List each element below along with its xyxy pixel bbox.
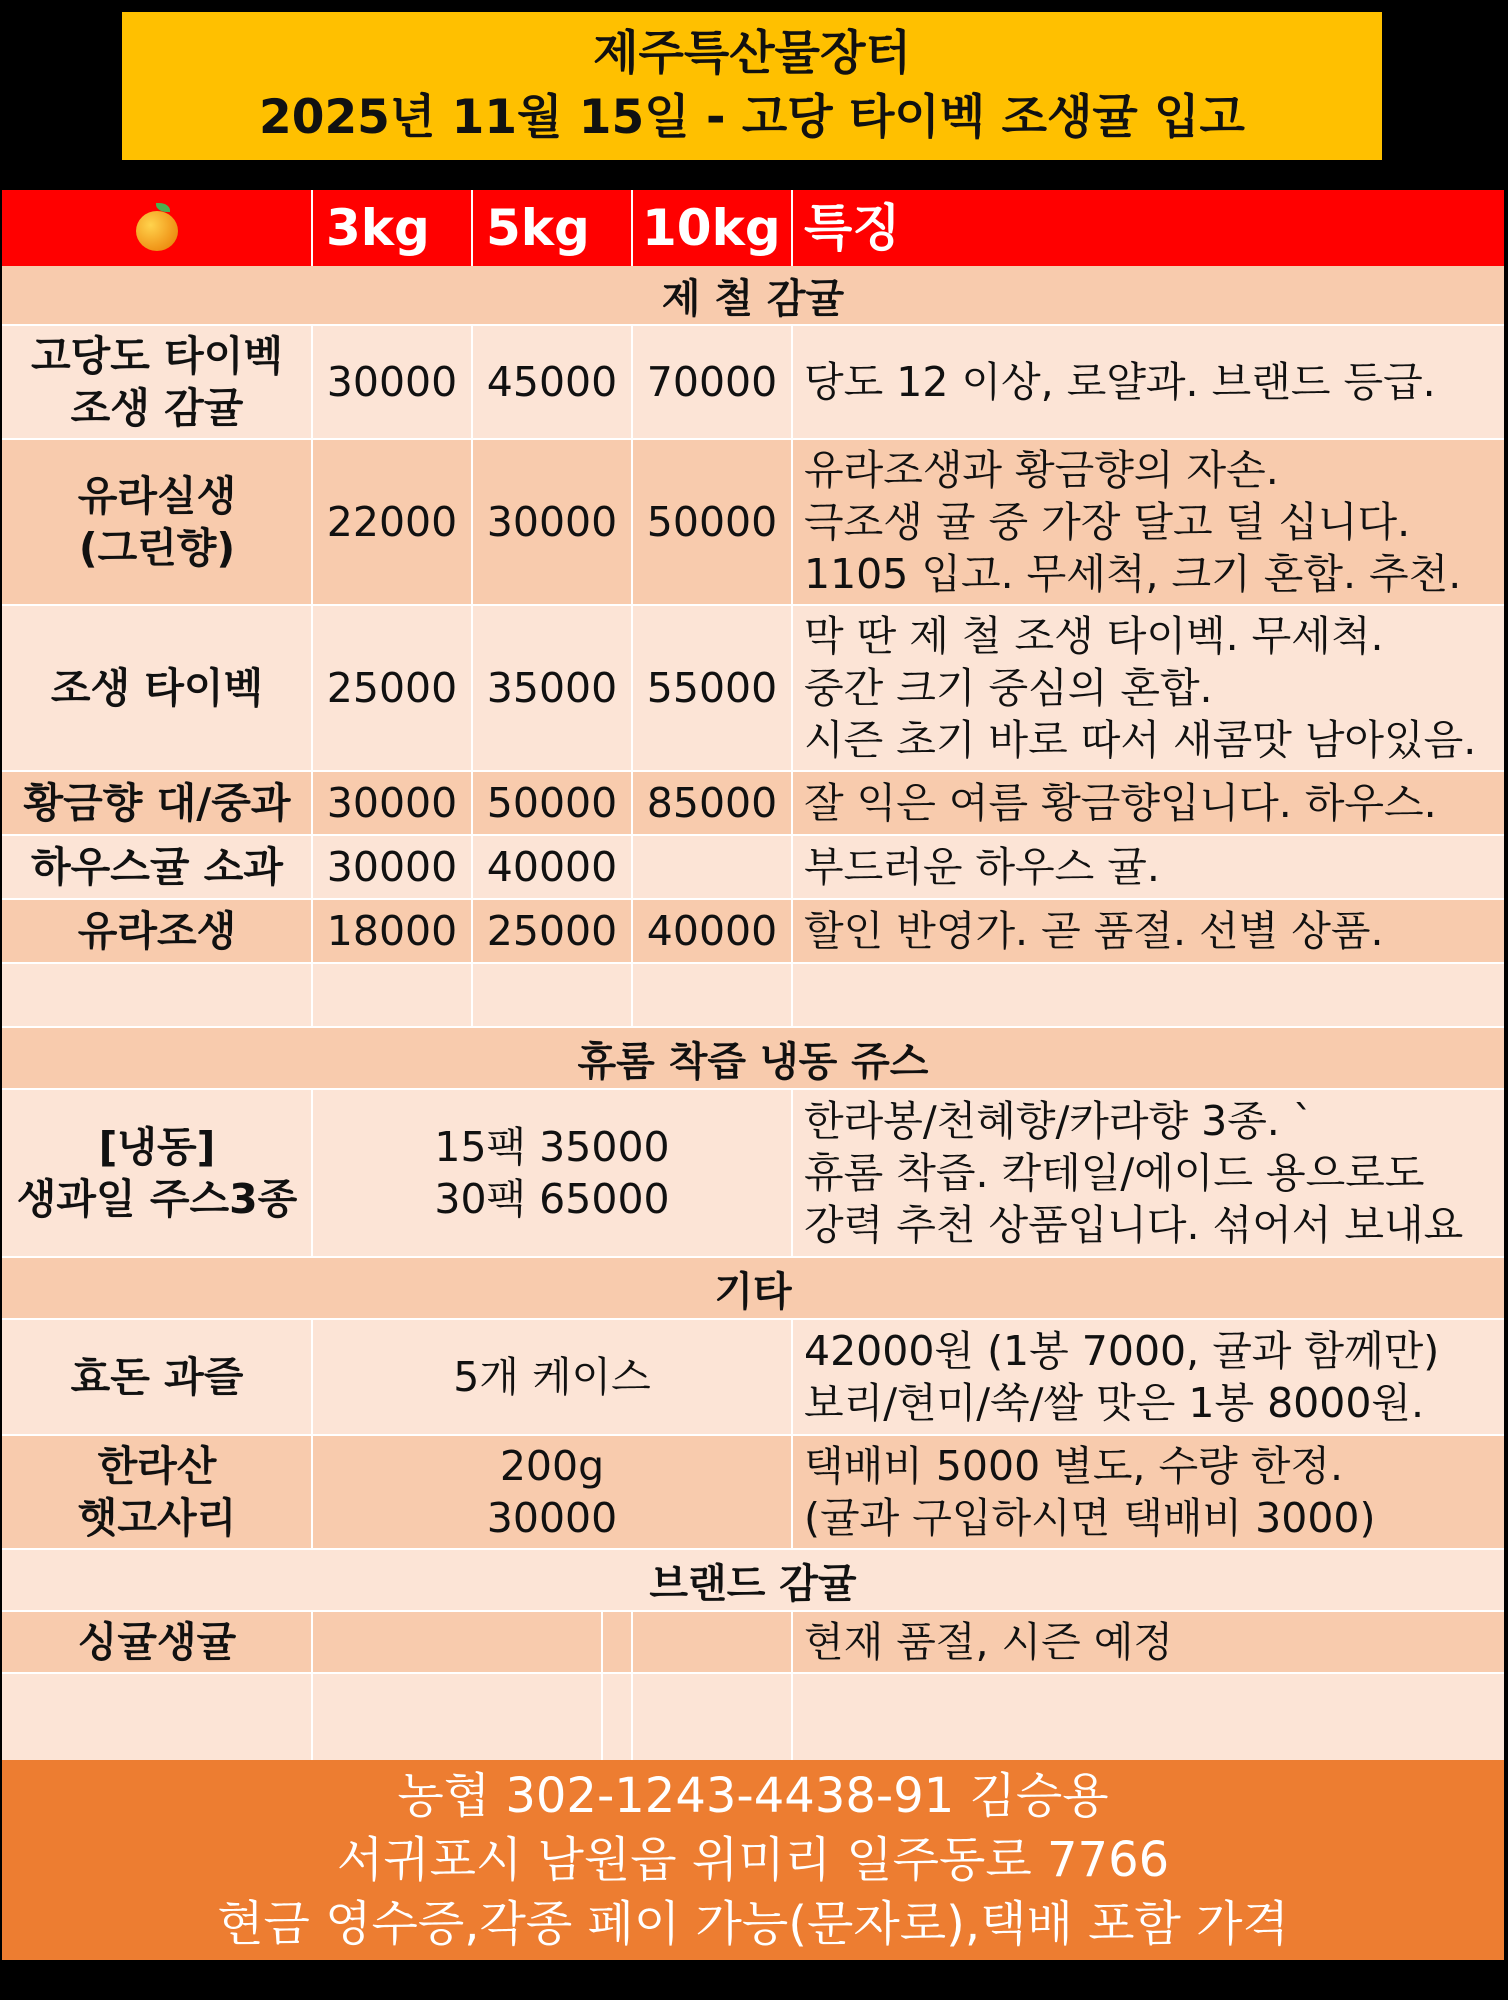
table-row	[2, 1320, 1504, 1434]
section-etc	[2, 1258, 1504, 1318]
price-10kg: 40000	[646, 907, 778, 955]
title-line-2: 2025년 11월 15일 - 고당 타이벡 조생귤 입고	[259, 90, 1245, 145]
price-10kg: 85000	[646, 779, 778, 827]
product-description: 현재 품절, 시즌 예정	[804, 1618, 1173, 1666]
section-title-etc: 기타	[714, 1268, 792, 1315]
table-row	[2, 606, 1504, 770]
product-name: 싱귤생귤	[77, 1618, 237, 1666]
product-name: 유라실생 (그린향)	[77, 472, 237, 572]
product-description: 막 딴 제 철 조생 타이벡. 무세척. 중간 크기 중심의 혼합. 시즌 초기 바로 따서 새콤맛 남아있음.	[804, 612, 1477, 764]
product-description: 부드러운 하우스 귤.	[804, 843, 1160, 891]
section-title-juice: 휴롬 착즙 냉동 쥬스	[577, 1038, 929, 1085]
product-name: 고당도 타이벡 조생 감귤	[31, 332, 283, 432]
table-row	[2, 1436, 1504, 1548]
price-10kg: 55000	[646, 664, 778, 712]
product-price: 200g 30000	[486, 1442, 618, 1542]
table-row	[2, 326, 1504, 438]
product-name: 조생 타이벡	[50, 664, 264, 712]
price-3kg: 25000	[326, 664, 458, 712]
price-5kg: 25000	[486, 907, 618, 955]
product-description: 유라조생과 황금향의 자손. 극조생 귤 중 가장 달고 덜 십니다. 1105 입고. 무세척, 크기 혼합. 추천.	[804, 446, 1462, 598]
table-row	[2, 836, 1504, 898]
section-seasonal	[2, 266, 1504, 324]
header-5kg: 5kg	[486, 199, 590, 257]
address: 서귀포시 남원읍 위미리 일주동로 7766	[336, 1832, 1170, 1888]
header-3kg: 3kg	[326, 199, 430, 257]
price-table	[2, 190, 1504, 1760]
table-row	[2, 772, 1504, 834]
title-banner	[122, 12, 1382, 160]
product-name: 효돈 과즐	[70, 1353, 244, 1401]
product-description: 잘 익은 여름 황금향입니다. 하우스.	[804, 779, 1437, 827]
product-description: 택배비 5000 별도, 수량 한정. (귤과 구입하시면 택배비 3000)	[804, 1442, 1376, 1542]
table-header	[2, 190, 1504, 266]
header-features: 특징	[804, 199, 901, 257]
price-5kg: 40000	[486, 843, 618, 891]
product-name: 황금향 대/중과	[23, 779, 291, 827]
price-3kg: 18000	[326, 907, 458, 955]
price-5kg: 35000	[486, 664, 618, 712]
product-description: 당도 12 이상, 로얄과. 브랜드 등급.	[804, 358, 1436, 406]
price-10kg	[632, 836, 792, 898]
table-row	[2, 1612, 1504, 1672]
empty-row	[2, 964, 1504, 1026]
product-description: 한라봉/천혜향/카라향 3종. ` 휴롬 착즙. 칵테일/에이드 용으로도 강력 추천 상품입니다. 섞어서 보내요	[804, 1097, 1464, 1249]
section-brand	[2, 1550, 1504, 1610]
table-row	[2, 440, 1504, 604]
section-title-brand: 브랜드 감귤	[649, 1560, 857, 1607]
product-name: [냉동] 생과일 주스3종	[16, 1123, 298, 1223]
product-description: 할인 반영가. 곧 품절. 선별 상품.	[804, 907, 1384, 955]
product-name: 한라산 햇고사리	[77, 1442, 237, 1542]
price-5kg: 30000	[486, 498, 618, 546]
product-description: 42000원 (1봉 7000, 귤과 함께만) 보리/현미/쑥/쌀 맛은 1봉 8000원.	[804, 1327, 1440, 1427]
table-row	[2, 1090, 1504, 1256]
empty-row	[2, 1674, 1504, 1760]
header-icon-cell	[2, 190, 312, 266]
payment-note: 현금 영수증,각종 페이 가능(문자로),택배 포함 가격	[217, 1896, 1289, 1952]
header-10kg: 10kg	[642, 199, 781, 257]
title-line-1: 제주특산물장터	[593, 26, 911, 81]
price-5kg: 50000	[486, 779, 618, 827]
price-3kg: 30000	[326, 843, 458, 891]
price-3kg: 30000	[326, 358, 458, 406]
price-10kg: 70000	[646, 358, 778, 406]
product-name: 유라조생	[77, 907, 237, 955]
price-3kg: 30000	[326, 779, 458, 827]
table-row	[2, 900, 1504, 962]
price-10kg: 50000	[646, 498, 778, 546]
product-name: 하우스귤 소과	[31, 843, 283, 891]
product-price: 5개 케이스	[453, 1353, 651, 1401]
contact-footer	[2, 1760, 1504, 1960]
bank-account: 농협 302-1243-4438-91 김승용	[397, 1768, 1109, 1824]
orange-fruit-icon	[136, 207, 178, 249]
product-price: 15팩 35000 30팩 65000	[434, 1123, 670, 1223]
price-5kg: 45000	[486, 358, 618, 406]
price-3kg: 22000	[326, 498, 458, 546]
section-title-seasonal: 제 철 감귤	[661, 275, 845, 322]
section-juice	[2, 1028, 1504, 1088]
